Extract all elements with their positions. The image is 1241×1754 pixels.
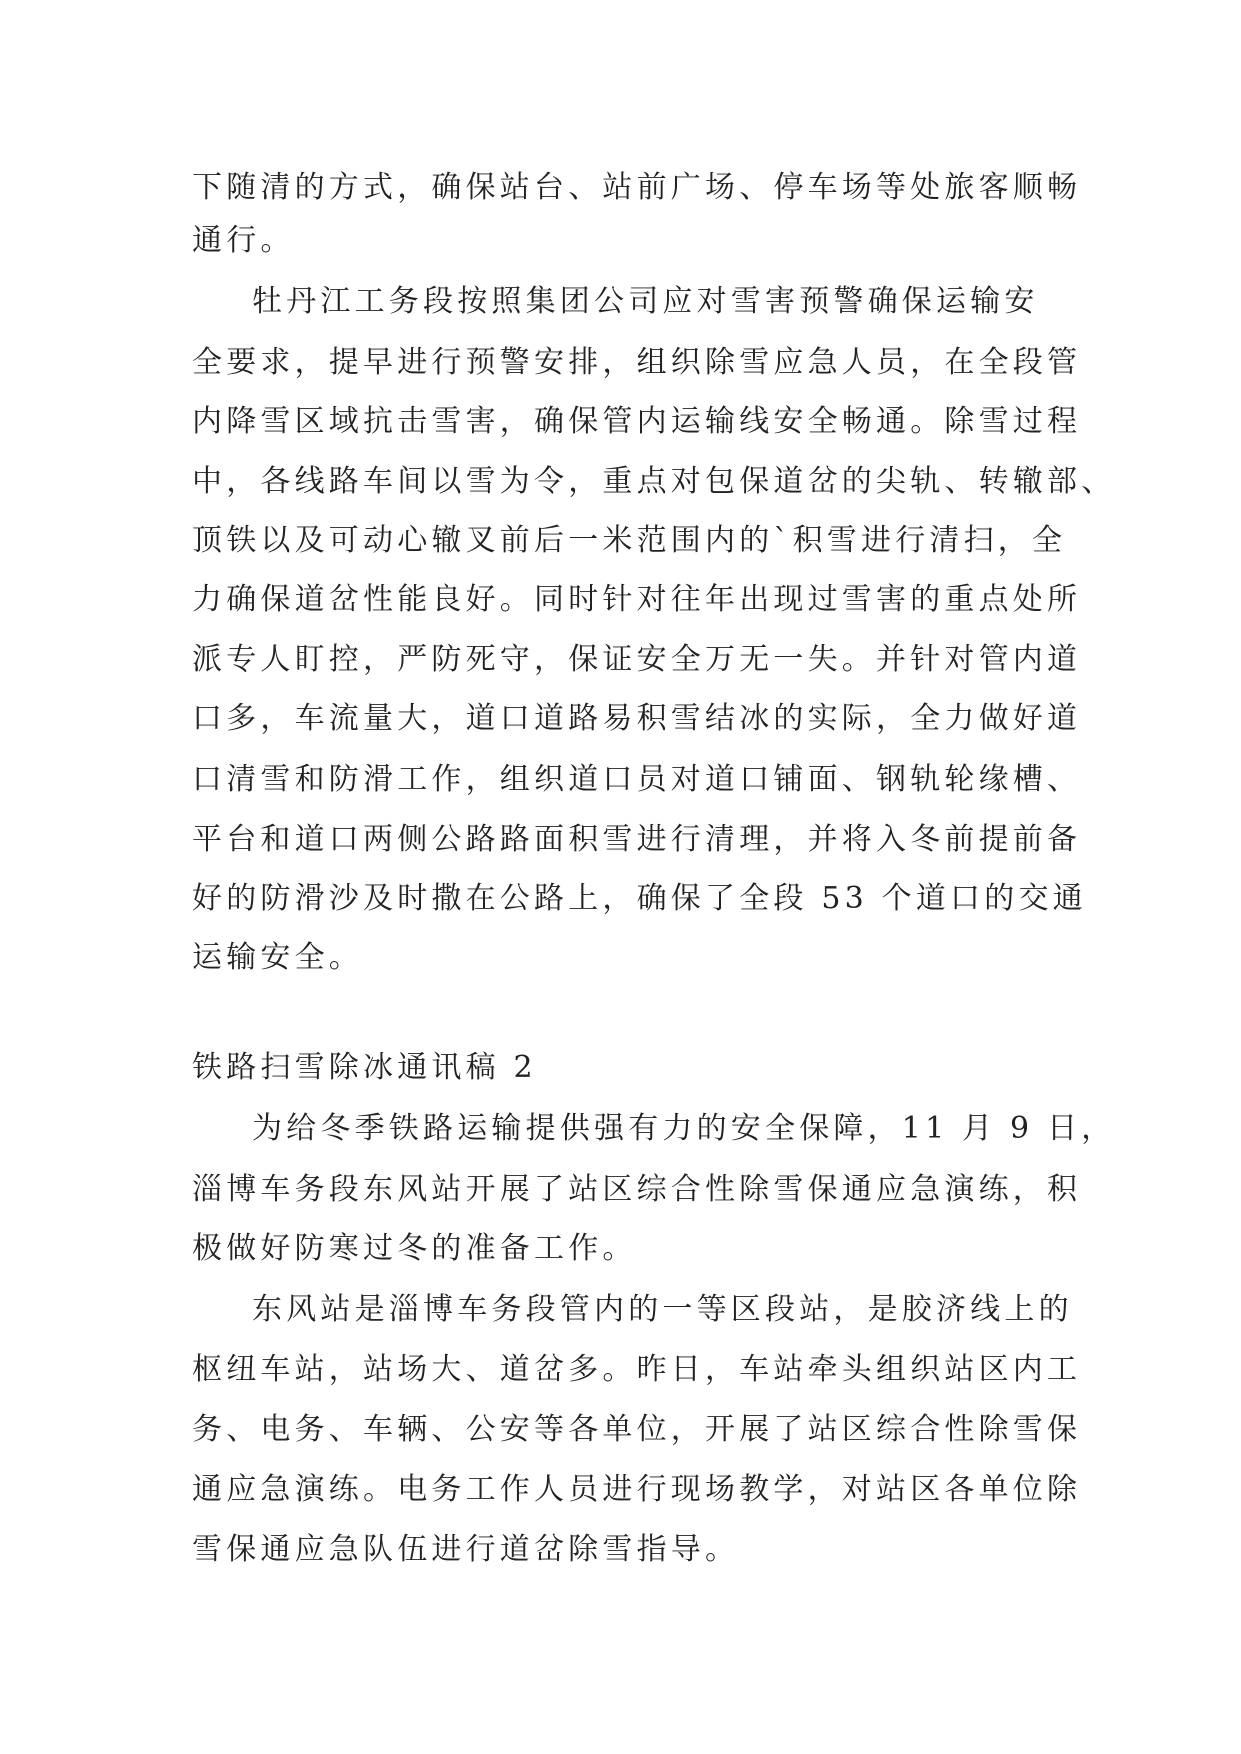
paragraph-line: 通行。 <box>192 223 295 258</box>
paragraph-line: 口清雪和防滑工作，组织道口员对道口铺面、钢轨轮缘槽、 <box>192 762 1082 797</box>
paragraph-line: 顶铁以及可动心辙叉前后一米范围内的`积雪进行清扫，全 <box>192 523 1067 558</box>
paragraph-line: 好的防滑沙及时撒在公路上，确保了全段 53 个道口的交通 <box>192 881 1087 916</box>
paragraph-line: 务、电务、车辆、公安等各单位，开展了站区综合性除雪保 <box>192 1412 1082 1447</box>
paragraph-line: 中，各线路车间以雪为令，重点对包保道岔的尖轨、转辙部、 <box>192 464 1116 499</box>
paragraph-line: 口多，车流量大，道口道路易积雪结冰的实际，全力做好道 <box>192 701 1082 736</box>
paragraph-line: 东风站是淄博车务段管内的一等区段站，是胶济线上的 <box>252 1292 1073 1327</box>
paragraph-line: 派专人盯控，严防死守，保证安全万无一失。并针对管内道 <box>192 642 1082 677</box>
paragraph-line: 极做好防寒过冬的准备工作。 <box>192 1231 637 1266</box>
paragraph-line: 下随清的方式，确保站台、站前广场、停车场等处旅客顺畅 <box>192 170 1082 205</box>
paragraph-line: 淄博车务段东风站开展了站区综合性除雪保通应急演练，积 <box>192 1172 1082 1207</box>
paragraph-line: 运输安全。 <box>192 940 363 975</box>
paragraph-line: 雪保通应急队伍进行道岔除雪指导。 <box>192 1532 740 1567</box>
paragraph-line: 力确保道岔性能良好。同时针对往年出现过雪害的重点处所 <box>192 582 1082 617</box>
section-title: 铁路扫雪除冰通讯稿 2 <box>192 1050 537 1085</box>
paragraph-line: 内降雪区域抗击雪害，确保管内运输线安全畅通。除雪过程 <box>192 404 1082 439</box>
paragraph-line: 为给冬季铁路运输提供强有力的安全保障，11 月 9 日， <box>252 1111 1116 1146</box>
paragraph-line: 全要求，提早进行预警安排，组织除雪应急人员，在全段管 <box>192 345 1082 380</box>
paragraph-line: 牡丹江工务段按照集团公司应对雪害预警确保运输安 <box>252 284 1039 319</box>
paragraph-line: 平台和道口两侧公路路面积雪进行清理，并将入冬前提前备 <box>192 822 1082 857</box>
paragraph-line: 枢纽车站，站场大、道岔多。昨日，车站牵头组织站区内工 <box>192 1352 1082 1387</box>
paragraph-line: 通应急演练。电务工作人员进行现场教学，对站区各单位除 <box>192 1472 1082 1507</box>
